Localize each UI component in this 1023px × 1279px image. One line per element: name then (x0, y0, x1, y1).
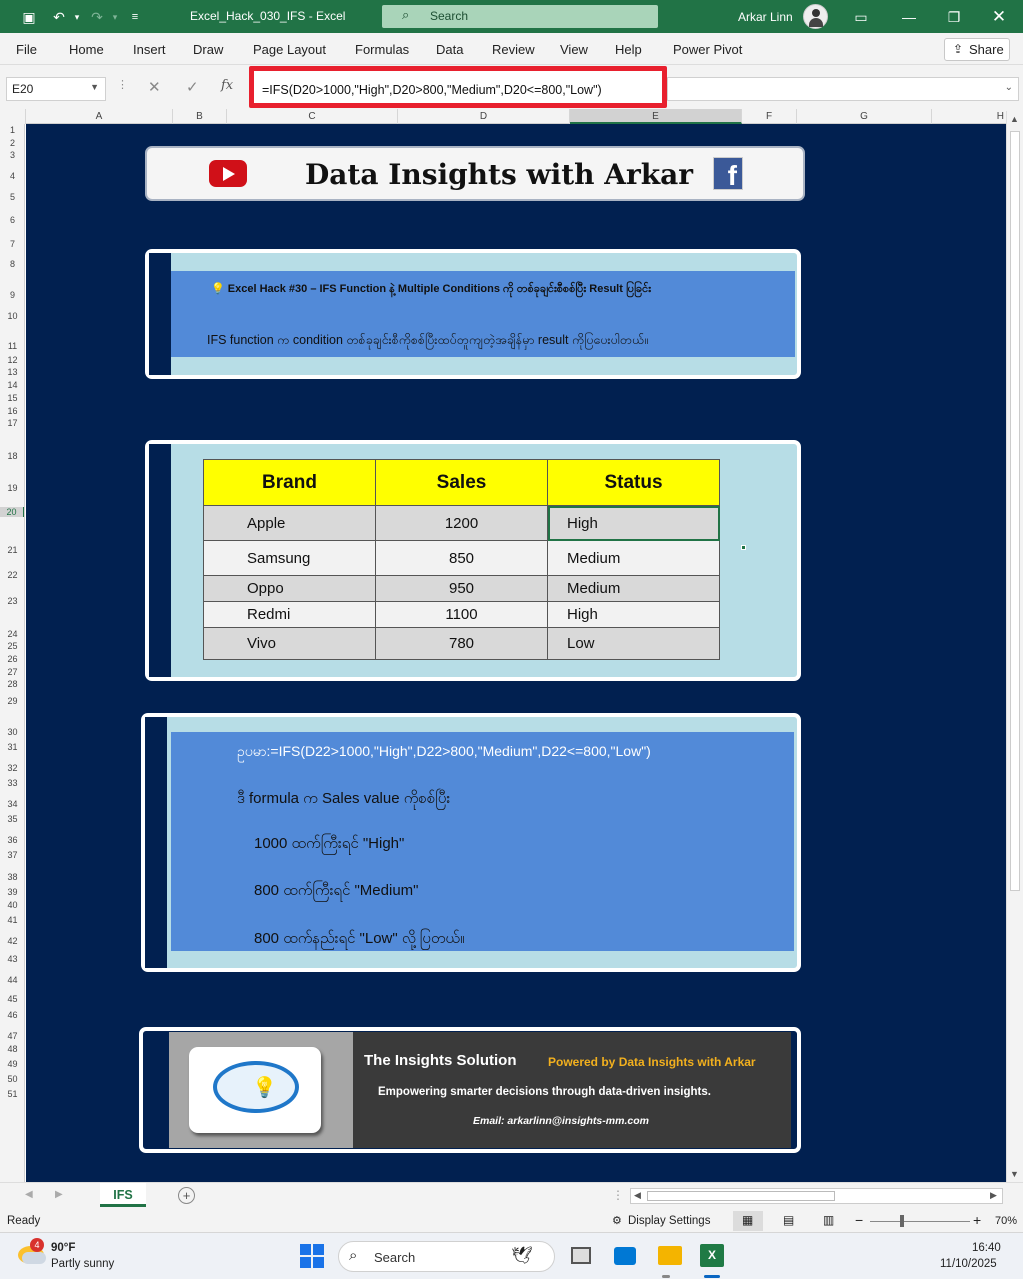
formula-text: =IFS(D20>1000,"High",D20>800,"Medium",D20<=800,"Low") (262, 83, 602, 97)
more-icon: ⋮ (117, 79, 128, 91)
weather-desc[interactable]: Partly sunny (51, 1258, 115, 1270)
formula-input-extension[interactable] (667, 77, 1019, 101)
example-line-3: 1000 ထက်ကြီးရင် "High" (254, 835, 405, 852)
cell-status[interactable]: Medium (548, 576, 720, 602)
logo-box (189, 1047, 321, 1133)
row-header[interactable]: 27 (7, 667, 18, 677)
undo-icon[interactable]: ↶ (53, 8, 65, 25)
row-header[interactable]: 22 (7, 570, 18, 580)
vertical-scrollbar[interactable] (1006, 111, 1023, 1182)
cell-status[interactable]: Medium (548, 541, 720, 576)
logo-area (169, 1032, 353, 1148)
cell-sales[interactable]: 780 (376, 628, 548, 660)
row-header[interactable]: 9 (9, 290, 15, 300)
example-line-2: ဒီ formula က Sales value ကိုစစ်ပြီး (237, 790, 451, 807)
column-header-b[interactable]: B (173, 109, 227, 124)
cell-brand[interactable]: Apple (204, 506, 376, 541)
minimize-icon[interactable]: — (902, 9, 916, 25)
cloud-icon (22, 1252, 46, 1264)
share-icon: ⇪ (953, 42, 964, 56)
cell-status[interactable]: Low (548, 628, 720, 660)
row-header[interactable]: 33 (7, 778, 18, 788)
tab-page-layout[interactable]: Page Layout (253, 42, 327, 57)
cell-brand[interactable]: Samsung (204, 541, 376, 576)
customize-toolbar-icon[interactable]: ≡ (131, 11, 139, 23)
worksheet-grid[interactable] (26, 124, 1006, 1182)
row-header[interactable]: 21 (7, 545, 18, 555)
page-break-view-icon[interactable]: ▥ (823, 1213, 835, 1227)
lightbulb-icon: 💡 (252, 1077, 277, 1099)
row-header[interactable]: 7 (9, 239, 15, 249)
scroll-down-icon[interactable]: ▼ (1010, 1169, 1019, 1179)
row-header[interactable]: 48 (7, 1044, 18, 1054)
tab-power-pivot[interactable]: Power Pivot (673, 42, 743, 57)
row-header[interactable]: 17 (7, 418, 18, 428)
cell-status-selected[interactable]: High (548, 506, 720, 541)
expand-formula-icon[interactable]: ⌄ (1004, 82, 1013, 93)
row-header[interactable]: 5 (9, 192, 15, 202)
table-row (204, 628, 720, 660)
windows-taskbar (0, 1232, 1023, 1279)
tab-insert[interactable]: Insert (133, 42, 166, 57)
example-card (141, 713, 801, 972)
share-button[interactable] (944, 38, 1010, 61)
row-header[interactable]: 4 (9, 171, 15, 181)
formula-input[interactable] (249, 66, 667, 108)
cell-sales[interactable]: 850 (376, 541, 548, 576)
cell-sales[interactable]: 1100 (376, 602, 548, 628)
row-header[interactable]: 8 (9, 259, 15, 269)
row-header[interactable]: 23 (7, 596, 18, 606)
cell-sales[interactable]: 950 (376, 576, 548, 602)
table-header-row (204, 460, 720, 506)
header-status[interactable]: Status (548, 460, 720, 506)
banner (145, 146, 805, 201)
cancel-icon[interactable]: ✕ (148, 79, 161, 96)
column-header-c[interactable]: C (227, 109, 398, 124)
row-header[interactable]: 6 (9, 215, 15, 225)
row-header[interactable]: 1 (9, 125, 15, 135)
table-row (204, 602, 720, 628)
name-box[interactable] (6, 77, 106, 101)
hack-subtitle: IFS function က condition တစ်ခုချင်းစီကိုစစ်ပြီးထပ်တူကျတဲ့အချိန်မှာ result ကိုပြပေးပါတယ်။ (207, 333, 648, 347)
windows-start-icon[interactable] (300, 1244, 324, 1268)
youtube-icon[interactable] (209, 160, 247, 187)
clock-date[interactable]: 11/10/2025 (940, 1258, 997, 1270)
card-accent-strip (145, 717, 167, 968)
fill-handle[interactable] (741, 545, 746, 550)
vertical-scroll-thumb[interactable] (1010, 131, 1020, 891)
tab-help[interactable]: Help (615, 42, 642, 57)
banner-title: Data Insights with Arkar (305, 158, 694, 191)
row-header[interactable]: 39 (7, 887, 18, 897)
example-line-4: 800 ထက်ကြီးရင် "Medium" (254, 882, 419, 899)
header-sales[interactable]: Sales (376, 460, 548, 506)
zoom-out-icon[interactable]: − (855, 1212, 864, 1228)
header-brand[interactable]: Brand (204, 460, 376, 506)
scroll-up-icon[interactable]: ▲ (1010, 114, 1019, 124)
chevron-down-icon: ▼ (90, 82, 99, 92)
footer-email: Email: arkarlinn@insights-mm.com (473, 1115, 649, 1127)
notification-badge: 4 (30, 1238, 44, 1252)
row-header[interactable]: 47 (7, 1031, 18, 1041)
search-icon: ⌕ (402, 7, 410, 22)
cell-brand[interactable]: Redmi (204, 602, 376, 628)
row-header[interactable]: 46 (7, 1010, 18, 1020)
column-header-d[interactable]: D (398, 109, 570, 124)
taskbar-search-label: Search (374, 1250, 416, 1265)
sheet-tabs-bar (0, 1182, 1023, 1210)
card-accent-strip (149, 444, 171, 677)
running-indicator (662, 1275, 670, 1278)
zoom-in-icon[interactable]: + (973, 1212, 982, 1228)
example-formula: ဥပမာ:=IFS(D22>1000,"High",D22>800,"Medium",D22<=800,"Low") (237, 743, 651, 759)
zoom-slider-thumb[interactable] (900, 1215, 904, 1227)
redo-dropdown-icon[interactable]: ▾ (112, 11, 118, 22)
insert-function-icon[interactable]: fx (221, 78, 234, 93)
page-layout-view-icon[interactable]: ▤ (783, 1213, 795, 1227)
row-header[interactable]: 29 (7, 696, 18, 706)
add-sheet-icon[interactable]: + (178, 1187, 195, 1204)
footer-powered: Powered by Data Insights with Arkar (548, 1055, 756, 1069)
row-header[interactable]: 38 (7, 872, 18, 882)
horizontal-scrollbar[interactable] (630, 1188, 1003, 1204)
tab-draw[interactable]: Draw (193, 42, 224, 57)
tab-home[interactable]: Home (69, 42, 104, 57)
column-headers (0, 109, 1023, 124)
save-icon[interactable]: ▣ (22, 8, 36, 25)
bird-icon: 🕊 (511, 1246, 533, 1265)
ribbon-display-icon[interactable]: ▭ (854, 8, 868, 25)
row-header[interactable]: 35 (7, 814, 18, 824)
column-header-a[interactable]: A (26, 109, 173, 124)
hack-title-text: Excel Hack #30 – IFS Function နဲ့ Multiple Conditions ကို တစ်ခုချင်းစီစစ်ပြီး Result ပြခြင်း (227, 283, 651, 295)
table-row (204, 541, 720, 576)
file-explorer-icon[interactable] (658, 1246, 682, 1265)
row-header[interactable]: 11 (7, 341, 18, 351)
widgets-icon[interactable] (614, 1247, 636, 1265)
row-header[interactable]: 40 (7, 900, 18, 910)
row-header[interactable]: 18 (7, 451, 18, 461)
column-header-g[interactable]: G (797, 109, 932, 124)
close-icon[interactable]: ✕ (991, 7, 1007, 26)
row-header[interactable]: 14 (7, 380, 18, 390)
status-bar (0, 1210, 1023, 1232)
row-header[interactable]: 3 (9, 150, 15, 160)
avatar[interactable] (803, 4, 828, 29)
row-header[interactable]: 51 (7, 1089, 18, 1099)
example-line-5: 800 ထက်နည်းရင် "Low" လို့ပြတယ်။ (254, 930, 465, 947)
cell-brand[interactable]: Vivo (204, 628, 376, 660)
row-header[interactable]: 2 (9, 138, 15, 148)
normal-view-icon: ▦ (742, 1213, 754, 1227)
row-header[interactable]: 43 (7, 954, 18, 964)
row-header[interactable]: 19 (7, 483, 18, 493)
row-header[interactable]: 12 (7, 355, 18, 365)
row-header[interactable]: 36 (7, 835, 18, 845)
ribbon-tabs (0, 33, 1023, 65)
row-header[interactable]: 20 (0, 507, 25, 517)
search-icon: ⌕ (349, 1247, 358, 1264)
taskbar-search[interactable] (338, 1241, 555, 1272)
select-all-corner[interactable] (0, 109, 26, 124)
search-placeholder: Search (430, 9, 469, 23)
row-header[interactable]: 30 (7, 727, 18, 737)
row-header[interactable]: 50 (7, 1074, 18, 1084)
sales-table (203, 459, 720, 660)
active-indicator (704, 1275, 720, 1278)
footer-brand: The Insights Solution (364, 1052, 517, 1069)
hack-title (211, 282, 651, 298)
horizontal-scroll-thumb[interactable] (647, 1191, 835, 1201)
row-header[interactable]: 26 (7, 654, 18, 664)
tab-file[interactable]: File (16, 42, 37, 57)
excel-taskbar-icon[interactable]: X (700, 1244, 724, 1267)
task-view-icon[interactable] (571, 1247, 591, 1264)
sheet-tab-ifs[interactable]: IFS (100, 1183, 146, 1207)
clock-time[interactable]: 16:40 (972, 1242, 1001, 1254)
tab-review[interactable]: Review (492, 42, 535, 57)
tab-formulas[interactable]: Formulas (355, 42, 410, 57)
scroll-left-icon[interactable]: ◀ (634, 1190, 641, 1200)
scroll-right-icon[interactable]: ▶ (990, 1190, 997, 1200)
logo-oval (213, 1061, 299, 1113)
row-header[interactable]: 45 (7, 994, 18, 1004)
search-box[interactable] (382, 5, 658, 28)
tab-data[interactable]: Data (436, 42, 464, 57)
next-sheet-icon[interactable]: ▶ (55, 1189, 63, 1200)
row-header[interactable]: 42 (7, 936, 18, 946)
footer-banner (139, 1027, 801, 1153)
cell-sales[interactable]: 1200 (376, 506, 548, 541)
window-title: Excel_Hack_030_IFS - Excel (190, 9, 346, 23)
display-settings-button[interactable]: Display Settings (628, 1215, 711, 1227)
row-header[interactable]: 41 (7, 915, 18, 925)
tab-view[interactable]: View (560, 42, 588, 57)
row-header[interactable]: 10 (7, 311, 18, 321)
row-header[interactable]: 24 (7, 629, 18, 639)
display-settings-icon[interactable]: ⚙ (612, 1215, 622, 1227)
row-header[interactable]: 37 (7, 850, 18, 860)
zoom-slider[interactable] (870, 1221, 970, 1222)
column-header-e[interactable]: E (570, 109, 742, 124)
redo-icon[interactable]: ↷ (91, 8, 103, 25)
card-accent-strip (149, 253, 171, 375)
row-header[interactable]: 28 (7, 679, 18, 689)
row-header[interactable]: 49 (7, 1059, 18, 1069)
row-header[interactable]: 16 (7, 406, 18, 416)
enter-icon[interactable]: ✓ (186, 79, 199, 96)
lightbulb-icon: 💡 (211, 283, 225, 295)
slogan-area (353, 1032, 791, 1148)
table-row (204, 506, 720, 541)
row-header[interactable]: 25 (7, 641, 18, 651)
status-ready: Ready (7, 1215, 41, 1227)
column-header-f[interactable]: F (742, 109, 797, 124)
name-box-value: E20 (12, 82, 34, 96)
weather-temp[interactable]: 90°F (51, 1242, 76, 1254)
undo-dropdown-icon[interactable]: ▾ (74, 11, 80, 22)
row-header[interactable]: 31 (7, 742, 18, 752)
title-bar (0, 0, 1023, 33)
tab-splitter-icon[interactable]: ⋮ (612, 1188, 624, 1202)
row-headers (0, 124, 25, 1182)
user-name[interactable]: Arkar Linn (738, 10, 793, 24)
restore-icon[interactable]: ❐ (947, 8, 961, 25)
zoom-level[interactable]: 70% (995, 1215, 1018, 1227)
footer-tagline: Empowering smarter decisions through data-driven insights. (378, 1086, 711, 1098)
row-header[interactable]: 13 (7, 367, 18, 377)
prev-sheet-icon[interactable]: ◀ (25, 1189, 33, 1200)
share-label: Share (969, 42, 1004, 57)
row-header[interactable]: 44 (7, 975, 18, 985)
cell-status[interactable]: High (548, 602, 720, 628)
cell-brand[interactable]: Oppo (204, 576, 376, 602)
row-header[interactable]: 15 (7, 393, 18, 403)
hack-card (145, 249, 801, 379)
row-header[interactable]: 34 (7, 799, 18, 809)
facebook-icon[interactable]: f (713, 157, 743, 190)
column-header-h[interactable]: H (996, 111, 1004, 122)
row-header[interactable]: 32 (7, 763, 18, 773)
table-card (145, 440, 801, 681)
formula-bar (0, 65, 1023, 109)
table-row (204, 576, 720, 602)
